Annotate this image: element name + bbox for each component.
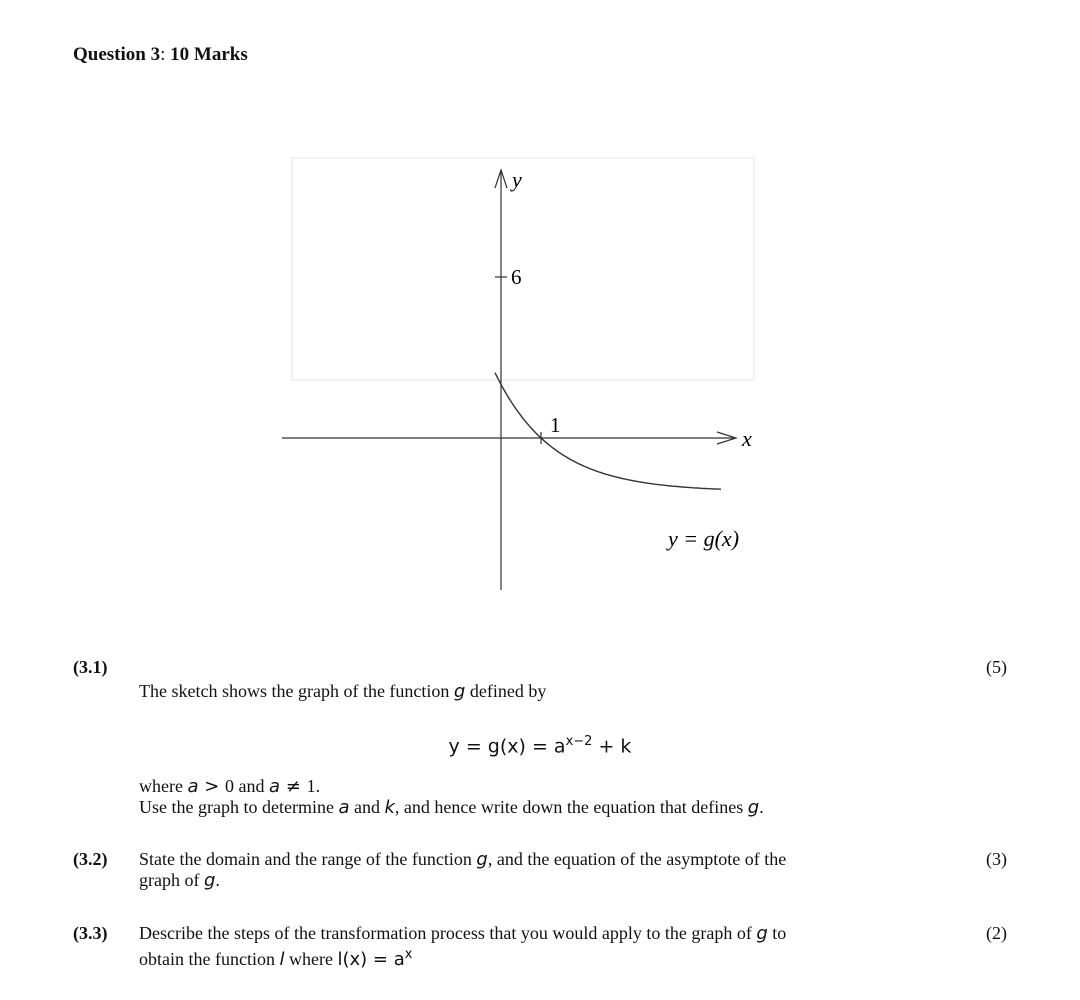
cond-var-a2: a (269, 776, 281, 797)
task-period: . (759, 797, 764, 817)
part-3-1-marks: (5) (986, 657, 1007, 677)
function-equation (0, 734, 1080, 757)
p2-function-symbol-2: g (203, 870, 216, 891)
part-3-3-number: (3.3) (73, 923, 108, 943)
task-function-symbol: g (747, 797, 760, 818)
task-var-a: a (338, 797, 350, 818)
cond-and: and (238, 776, 265, 796)
part-3-2-marks: (3) (986, 849, 1007, 869)
p3-function-symbol: g (756, 923, 768, 944)
p3-line1-a: Describe the steps of the transformation process that you would apply to the graph of (139, 923, 752, 943)
part-3-1-number: (3.1) (73, 657, 108, 677)
p3-def-lhs: l(x) = a (337, 949, 405, 970)
x-axis-label: x (742, 426, 752, 451)
p2-line2-a: graph of (139, 870, 200, 890)
title-separator: : (160, 44, 166, 65)
p3-def-exp: x (404, 947, 413, 962)
p2-line1-b: , and the equation of the asymptote of the (487, 849, 787, 869)
curve-g (495, 373, 721, 490)
cond-var-a: a (187, 776, 199, 797)
question-marks: 10 Marks (170, 44, 248, 65)
p2-function-symbol: g (476, 849, 488, 870)
y-axis-label: y (512, 167, 522, 192)
part-3-1-intro (139, 681, 546, 702)
p3-definition (337, 949, 412, 970)
part-3-2-number: (3.2) (73, 849, 108, 869)
part-3-3-line-2 (139, 944, 954, 970)
equation-rhs: + k (592, 735, 632, 758)
question-number: Question 3 (73, 44, 161, 65)
part-3-3-marks: (2) (986, 923, 1007, 943)
task-a: Use the graph to determine (139, 797, 334, 817)
x-intercept-label: 1 (550, 413, 561, 437)
task-b: and (353, 797, 380, 817)
task-var-k: k (384, 797, 395, 818)
cond-one: 1. (306, 776, 321, 796)
part-3-1-condition (139, 776, 320, 797)
faint-backdrop-box (292, 158, 754, 380)
p3-line1-b: to (772, 923, 787, 943)
y-intercept-label: 6 (511, 265, 522, 289)
curve-label: y = g(x) (668, 526, 740, 551)
part-3-1-task (139, 797, 764, 818)
p2-line1-a: State the domain and the range of the function (139, 849, 472, 869)
intro-text: The sketch shows the graph of the function (139, 681, 450, 701)
task-c: , and hence write down the equation that defines (394, 797, 744, 817)
part-3-2-line-2 (139, 870, 954, 891)
cond-zero: 0 (225, 776, 235, 796)
equation-lhs: y = g(x) = a (448, 735, 566, 758)
equation-exponent: x−2 (565, 734, 593, 749)
p3-line2-b: where (288, 949, 333, 969)
p3-line2-a: obtain the function (139, 949, 275, 969)
part-3-3-line-1 (139, 923, 954, 944)
intro-end: defined by (469, 681, 547, 701)
part-3-3-text (139, 923, 954, 970)
function-symbol: g (453, 681, 466, 702)
part-3-2-line-1 (139, 849, 954, 870)
p3-function-symbol-l: l (279, 949, 285, 970)
cond-gt: > (198, 776, 226, 797)
part-3-2-text (139, 849, 954, 891)
cond-ne: ≠ (280, 776, 307, 797)
p2-period: . (215, 870, 220, 890)
cond-where: where (139, 776, 183, 796)
